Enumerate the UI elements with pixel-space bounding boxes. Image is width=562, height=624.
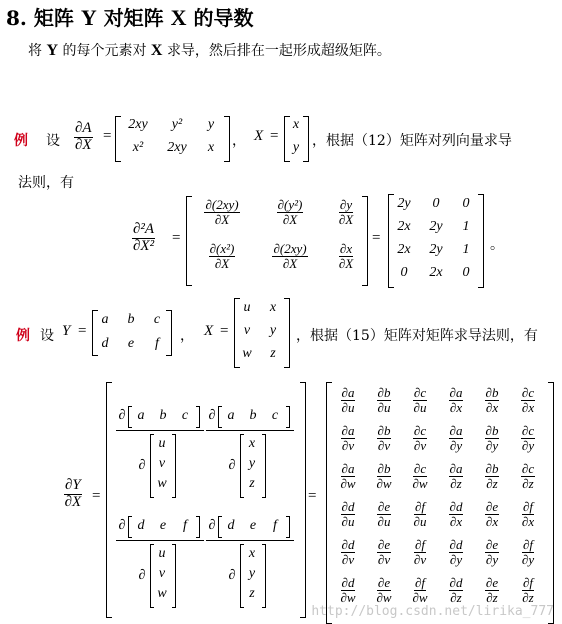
partial-fraction	[514, 500, 542, 528]
equals-sign: =	[172, 230, 181, 246]
partial-numerator: ∂a	[449, 423, 463, 438]
heading-text: 对矩阵	[103, 6, 164, 30]
deriv-num: ∂(2xy)	[273, 241, 307, 256]
partial-numerator: ∂b	[485, 461, 499, 476]
partial-symbol: ∂	[118, 518, 126, 533]
partial-fraction	[514, 386, 542, 414]
partial-denominator: ∂y	[521, 551, 535, 567]
equals-sign: =	[92, 488, 101, 504]
partial-denominator: ∂y	[449, 551, 463, 567]
equals-sign: =	[270, 128, 279, 144]
partial-numerator: ∂f	[522, 537, 534, 552]
dY-dX-fraction	[64, 478, 82, 511]
partial-denominator: ∂u	[377, 399, 391, 415]
partial-numerator: ∂f	[414, 499, 426, 514]
watermark-text: http://blog.csdn.net/lirika_777	[311, 604, 554, 619]
deriv-num: ∂(2xy)	[205, 197, 239, 212]
partial-numerator: ∂e	[377, 537, 391, 552]
partial-denominator: ∂w	[340, 589, 356, 605]
partial-denominator: ∂y	[521, 437, 535, 453]
deriv-den: ∂X	[214, 211, 230, 227]
partial-fraction	[370, 386, 398, 414]
partial-numerator: ∂a	[449, 385, 463, 400]
fraction-bar	[116, 430, 204, 431]
partial-fraction	[442, 538, 470, 566]
partial-numerator: ∂e	[377, 499, 391, 514]
partial-numerator: ∂b	[485, 423, 499, 438]
partial-fraction	[370, 538, 398, 566]
matrix-cell: a	[101, 312, 109, 327]
fraction-numerator: ∂²A	[133, 221, 155, 237]
col-bracket-right	[262, 434, 266, 498]
deriv-den: ∂X	[214, 255, 230, 271]
equals-sign: =	[372, 230, 381, 246]
matrix-cell: e	[127, 336, 135, 351]
matrix-cell: 2xy	[128, 117, 148, 132]
y-variable: Y	[62, 323, 71, 339]
fraction-denominator: ∂X	[64, 493, 82, 510]
row-vector-cell: f	[273, 518, 277, 533]
partial-fraction	[478, 500, 506, 528]
row-bracket-left	[218, 516, 222, 538]
equals-sign: =	[78, 323, 87, 339]
partial-denominator: ∂u	[341, 513, 355, 529]
row-bracket-right	[196, 406, 200, 428]
result-cell: 0	[400, 265, 408, 280]
x-variable: X	[254, 128, 264, 144]
partial-numerator: ∂c	[413, 461, 427, 476]
partial-denominator: ∂x	[449, 399, 463, 415]
partial-numerator: ∂c	[521, 461, 535, 476]
set-word: 设	[40, 328, 54, 344]
result-cell: 0	[462, 196, 470, 211]
partial-fraction	[406, 538, 434, 566]
partial-fraction	[478, 538, 506, 566]
partial-denominator: ∂u	[341, 399, 355, 415]
example-text: 法则，有	[18, 175, 74, 191]
fraction-numerator: ∂A	[75, 120, 92, 136]
matrix-bracket-right	[284, 298, 290, 368]
row-vector-cell: e	[159, 518, 167, 533]
partial-fraction	[334, 538, 362, 566]
matrix-bracket-left	[186, 196, 192, 286]
matrix-cell: y	[269, 323, 277, 338]
partial-denominator: ∂z	[522, 475, 534, 491]
partial-fraction	[406, 500, 434, 528]
partial-symbol: ∂	[208, 408, 216, 423]
partial-denominator: ∂u	[377, 513, 391, 529]
intro-text: 将	[28, 43, 42, 59]
row-vector-cell: b	[249, 408, 257, 423]
partial-numerator: ∂b	[377, 385, 391, 400]
row-bracket-left	[128, 516, 132, 538]
partial-numerator: ∂f	[522, 499, 534, 514]
matrix-cell: d	[101, 336, 109, 351]
partial-numerator: ∂e	[485, 575, 499, 590]
intro-y: Y	[46, 42, 59, 59]
partial-fraction	[370, 576, 398, 604]
partial-fraction	[406, 424, 434, 452]
partial-fraction	[442, 424, 470, 452]
col-vector-cell: w	[157, 476, 167, 491]
partial-denominator: ∂x	[449, 513, 463, 529]
partial-fraction	[334, 424, 362, 452]
partial-fraction	[514, 576, 542, 604]
matrix-cell: f	[155, 336, 159, 351]
equals-sign: =	[103, 128, 112, 144]
partial-fraction	[442, 462, 470, 490]
fraction-bar	[116, 540, 204, 541]
partial-fraction	[334, 386, 362, 414]
deriv-den: ∂X	[282, 211, 298, 227]
partial-denominator: ∂z	[450, 589, 462, 605]
fraction-bar	[206, 540, 294, 541]
partial-denominator: ∂x	[521, 399, 535, 415]
example-label: 例	[14, 133, 28, 149]
partial-symbol: ∂	[228, 458, 236, 473]
matrix-cell: b	[127, 312, 135, 327]
intro-text: 的每个元素对	[62, 43, 147, 59]
fraction-denominator: ∂X	[75, 136, 92, 153]
row-vector-cell: c	[181, 408, 189, 423]
partial-symbol: ∂	[118, 408, 126, 423]
partial-numerator: ∂d	[449, 575, 463, 590]
row-vector-cell: c	[271, 408, 279, 423]
row-vector-cell: d	[137, 518, 145, 533]
col-vector-cell: y	[248, 566, 256, 581]
set-word: 设	[46, 133, 60, 149]
intro-text: 求导，然后排在一起形成超级矩阵。	[166, 43, 391, 59]
equals-sign: =	[308, 488, 317, 504]
derivative-entry	[194, 198, 250, 226]
row-bracket-right	[286, 516, 290, 538]
deriv-num: ∂x	[339, 241, 353, 256]
deriv-den: ∂X	[338, 255, 354, 271]
row-vector-cell: f	[183, 518, 187, 533]
partial-numerator: ∂f	[522, 575, 534, 590]
derivative-entry	[330, 242, 362, 270]
partial-denominator: ∂u	[413, 513, 427, 529]
equals-sign: =	[220, 323, 229, 339]
col-vector-cell: y	[248, 456, 256, 471]
matrix-cell: v	[243, 323, 251, 338]
matrix-bracket-right	[224, 116, 230, 162]
comma: ，	[232, 133, 246, 149]
partial-denominator: ∂y	[485, 437, 499, 453]
partial-fraction	[406, 462, 434, 490]
matrix-cell: x	[207, 140, 215, 155]
partial-fraction	[406, 386, 434, 414]
row-bracket-left	[128, 406, 132, 428]
matrix-cell: y²	[171, 117, 183, 132]
partial-fraction	[514, 462, 542, 490]
partial-denominator: ∂w	[412, 475, 428, 491]
partial-fraction	[334, 462, 362, 490]
example-label: 例	[16, 328, 30, 344]
partial-numerator: ∂e	[377, 575, 391, 590]
partial-numerator: ∂c	[521, 385, 535, 400]
result-cell: 2y	[429, 219, 443, 234]
partial-numerator: ∂f	[414, 575, 426, 590]
partial-numerator: ∂a	[341, 423, 355, 438]
col-bracket-right	[172, 434, 176, 498]
comma: ，	[180, 328, 194, 344]
matrix-cell: x²	[132, 140, 144, 155]
partial-denominator: ∂w	[340, 475, 356, 491]
result-cell: 0	[462, 265, 470, 280]
row-bracket-right	[286, 406, 290, 428]
col-bracket-right	[262, 544, 266, 608]
partial-fraction	[334, 576, 362, 604]
result-cell: 1	[462, 242, 470, 257]
row-vector-cell: a	[137, 408, 145, 423]
partial-denominator: ∂x	[485, 399, 499, 415]
partial-fraction	[478, 576, 506, 604]
big-matrix-bracket-right	[548, 382, 554, 624]
partial-numerator: ∂b	[485, 385, 499, 400]
block-bracket-right	[300, 382, 306, 618]
partial-fraction	[478, 386, 506, 414]
matrix-cell: w	[242, 346, 252, 361]
matrix-bracket-right	[166, 310, 172, 356]
row-vector-cell: b	[159, 408, 167, 423]
partial-numerator: ∂d	[341, 575, 355, 590]
intro-paragraph	[28, 40, 391, 60]
partial-denominator: ∂v	[377, 551, 391, 567]
matrix-cell: u	[243, 300, 251, 315]
partial-numerator: ∂a	[341, 461, 355, 476]
vector-cell: x	[292, 117, 300, 132]
fraction-bar	[206, 430, 294, 431]
partial-numerator: ∂e	[485, 499, 499, 514]
deriv-num: ∂(y²)	[277, 197, 303, 212]
result-cell: 2x	[397, 219, 411, 234]
partial-denominator: ∂v	[377, 437, 391, 453]
partial-denominator: ∂v	[341, 551, 355, 567]
section-heading	[6, 2, 254, 31]
matrix-bracket-right	[478, 194, 484, 288]
partial-fraction	[334, 500, 362, 528]
period: 。	[490, 237, 504, 253]
block-bracket-left	[106, 382, 112, 618]
partial-denominator: ∂v	[413, 437, 427, 453]
partial-denominator: ∂v	[413, 551, 427, 567]
partial-fraction	[370, 462, 398, 490]
partial-fraction	[514, 538, 542, 566]
partial-denominator: ∂u	[413, 399, 427, 415]
partial-denominator: ∂w	[412, 589, 428, 605]
dA-dX-fraction	[74, 121, 93, 154]
partial-fraction	[406, 576, 434, 604]
partial-numerator: ∂d	[449, 499, 463, 514]
matrix-cell: x	[269, 300, 277, 315]
derivative-entry	[262, 242, 318, 270]
vector-cell: y	[292, 140, 300, 155]
partial-numerator: ∂a	[341, 385, 355, 400]
col-vector-cell: u	[158, 546, 166, 561]
partial-denominator: ∂x	[521, 513, 535, 529]
partial-denominator: ∂z	[486, 475, 498, 491]
partial-fraction	[514, 424, 542, 452]
partial-fraction	[442, 576, 470, 604]
matrix-cell: y	[207, 117, 215, 132]
heading-y: Y	[80, 5, 97, 30]
partial-numerator: ∂a	[449, 461, 463, 476]
partial-fraction	[478, 462, 506, 490]
partial-numerator: ∂f	[414, 537, 426, 552]
partial-numerator: ∂b	[377, 461, 391, 476]
partial-symbol: ∂	[228, 568, 236, 583]
example-text: ，根据（15）矩阵对矩阵求导法则，有	[296, 328, 538, 344]
col-vector-cell: z	[249, 476, 255, 491]
col-vector-cell: u	[158, 436, 166, 451]
partial-fraction	[442, 386, 470, 414]
partial-symbol: ∂	[138, 568, 146, 583]
col-vector-cell: x	[248, 436, 256, 451]
col-vector-cell: w	[157, 586, 167, 601]
heading-text: 矩阵	[33, 6, 74, 30]
partial-fraction	[478, 424, 506, 452]
partial-denominator: ∂z	[522, 589, 534, 605]
x-variable: X	[204, 323, 214, 339]
partial-denominator: ∂w	[376, 589, 392, 605]
fraction-denominator: ∂X²	[133, 237, 155, 254]
row-bracket-right	[196, 516, 200, 538]
row-vector-cell: a	[227, 408, 235, 423]
result-cell: 2y	[397, 196, 411, 211]
partial-symbol: ∂	[138, 458, 146, 473]
col-vector-cell: z	[249, 586, 255, 601]
col-bracket-right	[172, 544, 176, 608]
result-cell: 0	[432, 196, 440, 211]
derivative-entry	[194, 242, 250, 270]
col-vector-cell: v	[158, 566, 166, 581]
vector-bracket-right	[303, 116, 309, 162]
partial-numerator: ∂c	[413, 423, 427, 438]
deriv-den: ∂X	[282, 255, 298, 271]
derivative-entry	[262, 198, 318, 226]
row-bracket-left	[218, 406, 222, 428]
matrix-cell: 2xy	[167, 140, 187, 155]
partial-numerator: ∂c	[521, 423, 535, 438]
partial-denominator: ∂z	[486, 589, 498, 605]
col-vector-cell: x	[248, 546, 256, 561]
partial-numerator: ∂c	[413, 385, 427, 400]
col-vector-cell: v	[158, 456, 166, 471]
partial-denominator: ∂v	[341, 437, 355, 453]
matrix-cell: c	[153, 312, 161, 327]
partial-fraction	[370, 424, 398, 452]
deriv-num: ∂y	[339, 197, 353, 212]
matrix-cell: z	[270, 346, 276, 361]
partial-numerator: ∂b	[377, 423, 391, 438]
matrix-bracket-right	[362, 196, 368, 286]
partial-numerator: ∂d	[449, 537, 463, 552]
partial-denominator: ∂x	[485, 513, 499, 529]
partial-fraction	[370, 500, 398, 528]
result-cell: 1	[462, 219, 470, 234]
derivative-entry	[330, 198, 362, 226]
partial-symbol: ∂	[208, 518, 216, 533]
fraction-numerator: ∂Y	[65, 477, 81, 493]
result-cell: 2x	[429, 265, 443, 280]
partial-denominator: ∂y	[485, 551, 499, 567]
row-vector-cell: d	[227, 518, 235, 533]
heading-x: X	[170, 5, 187, 30]
result-cell: 2x	[397, 242, 411, 257]
partial-numerator: ∂e	[485, 537, 499, 552]
deriv-den: ∂X	[338, 211, 354, 227]
partial-numerator: ∂d	[341, 537, 355, 552]
row-vector-cell: e	[249, 518, 257, 533]
deriv-num: ∂(x²)	[209, 241, 235, 256]
heading-number: 8.	[6, 6, 27, 30]
example-text: ，根据（12）矩阵对列向量求导	[312, 133, 512, 149]
big-matrix-bracket-left	[326, 382, 332, 624]
partial-denominator: ∂y	[449, 437, 463, 453]
partial-numerator: ∂d	[341, 499, 355, 514]
result-cell: 2y	[429, 242, 443, 257]
partial-denominator: ∂w	[376, 475, 392, 491]
d2A-dX2-fraction	[132, 222, 155, 255]
intro-x: X	[150, 42, 163, 59]
heading-text: 的导数	[193, 6, 254, 30]
partial-fraction	[442, 500, 470, 528]
partial-denominator: ∂z	[450, 475, 462, 491]
